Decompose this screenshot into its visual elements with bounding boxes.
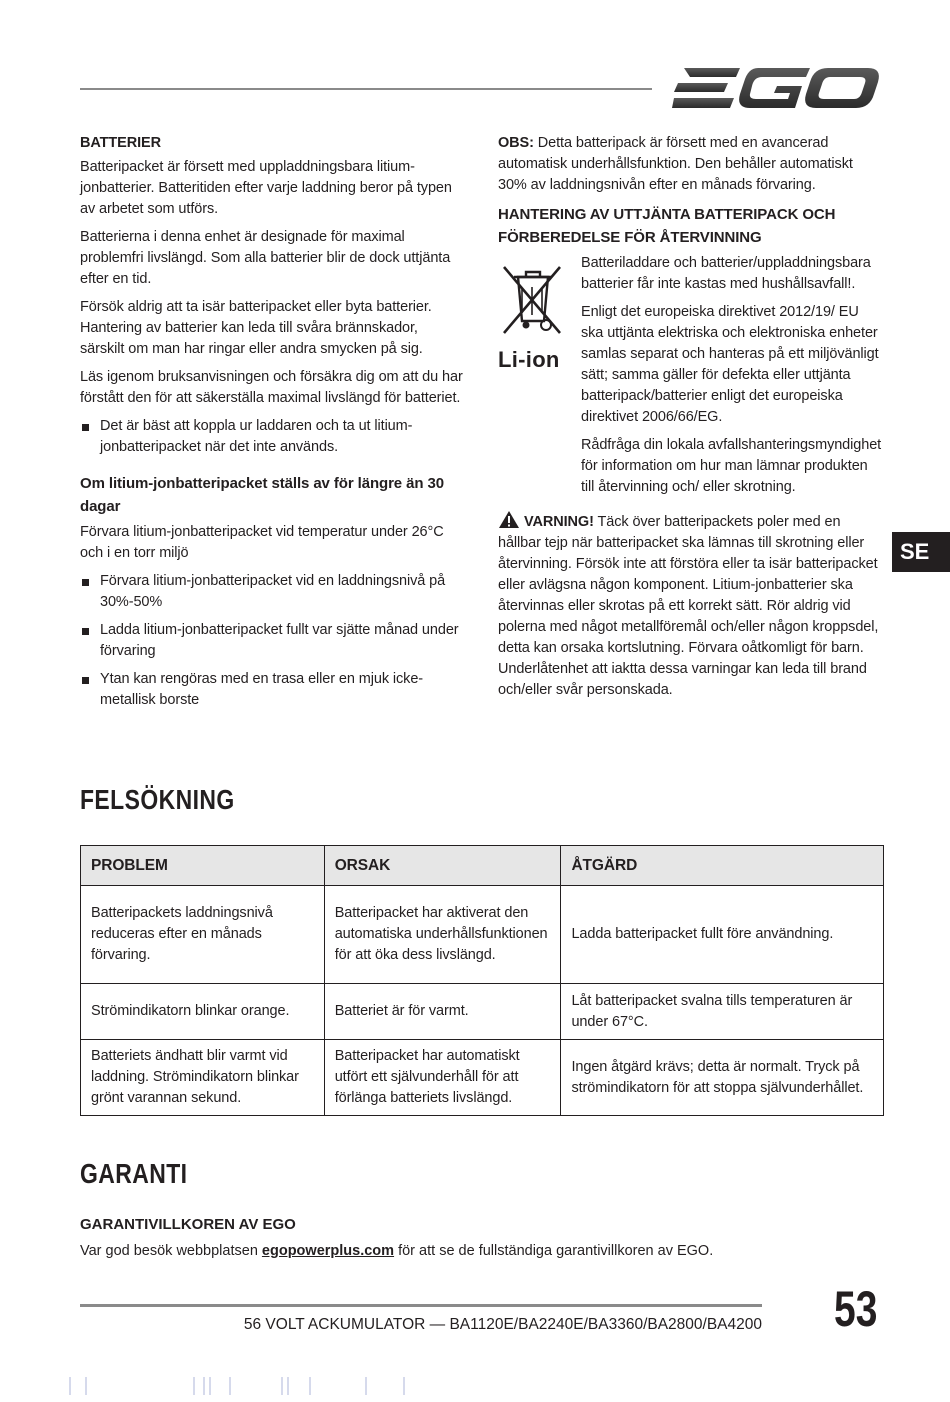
warning-text: Täck över batteripackets poler med en hållbar tejp när batteripacket ska lämnas till skrotning eller återvinning. Försök inte att förstöra eller ta isär batteripacket eller avlägsna någon komponent. Litium-jonbatterier ska återvinnas eller skrotas på ett korrekt sätt. Rör aldrig vid polerna med något metallföremål och/eller någon kroppsdel, detta kan orsaka kortslutning. Förvara oåtkomligt för barn. Underlåtenhet att iaktta dessa varningar kan leda till brand och/eller svår personskada. <box>498 514 879 698</box>
weee-bin-icon <box>498 261 566 371</box>
bullet-item: Ladda litium-jonbatteripacket fullt var sjätte månad under förvaring <box>80 620 465 662</box>
table-cell: Batteriets ändhatt blir varmt vid laddning. Strömindikatorn blinkar grönt varannan sekund. <box>81 1040 325 1116</box>
right-column <box>498 133 883 708</box>
table-cell: Ingen åtgärd krävs; detta är normalt. Tryck på strömindikatorn för att stoppa självunderhållet. <box>561 1040 884 1116</box>
recycling-text <box>581 253 883 498</box>
table-cell: Låt batteripacket svalna tills temperaturen är under 67°C. <box>561 984 884 1040</box>
print-registration-marks <box>60 1375 460 1397</box>
warning-label: VARNING! <box>524 514 594 530</box>
bullet-item: Ytan kan rengöras med en trasa eller en mjuk icke-metallisk borste <box>80 669 465 711</box>
warranty-text-after: för att se de fullständiga garantivillkoren av EGO. <box>394 1243 714 1259</box>
table-row <box>81 984 884 1040</box>
obs-label: OBS: <box>498 135 534 151</box>
batteries-bullet-list <box>80 416 465 458</box>
recycling-block <box>498 253 883 498</box>
batteries-heading: BATTERIER <box>80 135 161 151</box>
bullet-item: Det är bäst att koppla ur laddaren och ta ut litium-jonbatteripacket när det inte används. <box>80 416 465 458</box>
table-cell: Batteriet är för varmt. <box>324 984 561 1040</box>
warranty-text-before: Var god besök webbplatsen <box>80 1243 262 1259</box>
table-cell: Strömindikatorn blinkar orange. <box>81 984 325 1040</box>
recycling-paragraph: Rådfråga din lokala avfallshanteringsmyndighet för information om hur man lämnar produkten till återvinning och/ eller skrotning. <box>581 437 882 495</box>
table-cell: Batteripacket har automatiskt utfört ett självunderhåll för att förlänga batteriets livslängd. <box>324 1040 561 1116</box>
table-cell: Ladda batteripacket fullt före användning. <box>561 886 884 984</box>
obs-text: Detta batteripack är försett med en avancerad automatisk underhållsfunktion. Den behåller automatiskt 30% av laddningsnivån efter en månads förvaring. <box>498 135 853 193</box>
table-cell: Batteripacket har aktiverat den automatiska underhållsfunktionen för att öka dess livslängd. <box>324 886 561 984</box>
batteries-paragraph: Läs igenom bruksanvisningen och försäkra dig om att du har förstått den för att säkerställa maximal livslängd för batteriet. <box>80 369 463 406</box>
column-header: PROBLEM <box>81 846 325 886</box>
table-header-row <box>81 846 884 886</box>
page-number: 53 <box>834 1281 878 1337</box>
table-row <box>81 886 884 984</box>
footer-product-line: 56 VOLT ACKUMULATOR — BA1120E/BA2240E/BA3360/BA2800/BA4200 <box>243 1316 762 1333</box>
troubleshooting-heading: FELSÖKNING <box>80 784 235 815</box>
column-header: ÅTGÄRD <box>561 846 884 886</box>
header-rule <box>80 88 652 90</box>
handling-heading: HANTERING AV UTTJÄNTA BATTERIPACK OCH FÖRBEREDELSE FÖR ÅTERVINNING <box>498 206 836 246</box>
recycling-paragraph: Enligt det europeiska direktivet 2012/19/ EU ska uttjänta elektriska och elektroniska enheter samlas separat och hanteras på ett miljövänligt sätt; samma gäller för defekta eller uttjänta batteripack/batterier enligt det europeiska direktivet 2006/66/EG. <box>581 304 879 425</box>
bullet-item: Förvara litium-jonbatteripacket vid en laddningsnivå på 30%-50% <box>80 571 465 613</box>
table-cell: Batteripackets laddningsnivå reduceras efter en månads förvaring. <box>81 886 325 984</box>
warranty-subheading: GARANTIVILLKOREN AV EGO <box>80 1216 296 1233</box>
troubleshooting-table <box>80 845 884 1116</box>
warranty-website-link[interactable]: egopowerplus.com <box>261 1243 395 1259</box>
table-row <box>81 1040 884 1116</box>
language-tab: SE <box>892 532 950 572</box>
storage-heading: Om litium-jonbatteripacket ställs av för längre än 30 dagar <box>80 475 444 515</box>
batteries-paragraph: Batterierna i denna enhet är designade för maximal problemfri livslängd. Som alla batterier blir de dock uttjänta efter en tid. <box>80 229 451 287</box>
column-header: ORSAK <box>324 846 561 886</box>
batteries-paragraph: Batteripacket är försett med uppladdningsbara litium-jonbatterier. Batteritiden efter varje laddning beror på typen av arbetet som utförs. <box>80 159 452 217</box>
warranty-text <box>80 1241 880 1262</box>
storage-bullet-list <box>80 571 465 711</box>
li-ion-label: Li-ion <box>498 347 560 372</box>
warranty-heading: GARANTI <box>80 1158 188 1189</box>
obs-paragraph <box>498 133 883 196</box>
ego-logo <box>670 64 882 112</box>
recycling-paragraph: Batteriladdare och batterier/uppladdningsbara batterier får inte kastas med hushållsavfall!. <box>581 255 871 292</box>
left-column <box>80 133 465 718</box>
warning-icon <box>498 510 520 529</box>
footer-rule <box>80 1304 762 1307</box>
warning-paragraph <box>498 510 883 701</box>
batteries-paragraph: Försök aldrig att ta isär batteripacket eller byta batterier. Hantering av batterier kan leda till svåra brännskador, särskilt om man har ringar eller andra smycken på sig. <box>80 299 432 357</box>
storage-paragraph: Förvara litium-jonbatteripacket vid temperatur under 26°C och i en torr miljö <box>80 524 444 561</box>
